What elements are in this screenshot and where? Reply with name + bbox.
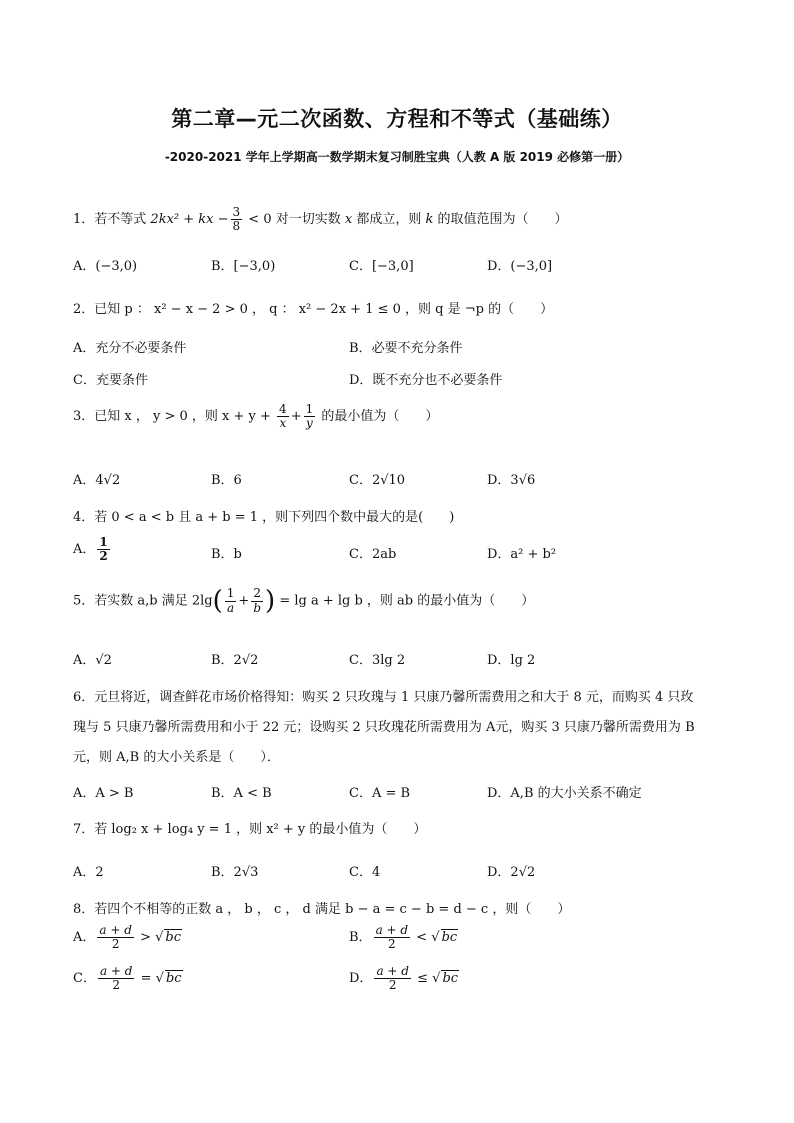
q1-stem-a: 1．若不等式 [73, 212, 147, 228]
q8-option-d-label: D． [349, 971, 373, 987]
q8-c-relation: = [140, 971, 152, 987]
q6-line-1: 6．元旦将近，调查鲜花市场价格得知：购买 2 只玫瑰与 1 只康乃馨所需费用之和大于 8 元，而购买 4 只玫 [73, 690, 694, 705]
q8-option-b[interactable]: B． $\frac{a + d}{2}$ < √ bc [349, 923, 458, 952]
q1-fraction: $\frac{3}{8}$ [232, 205, 241, 234]
q3-option-a[interactable]: A．4√2 [73, 473, 121, 488]
q4-option-a[interactable] [73, 536, 112, 563]
q7-option-a[interactable]: A．2 [73, 865, 104, 880]
question-5: 5．若实数 a,b 满足 2lg( $\frac{1}{a}$ + $\frac{2}{b}$ ) = lg a + lg b ，则 ab 的最小值为（ ） [73, 586, 535, 616]
q8-option-a-label: A． [73, 930, 96, 946]
q2-option-a[interactable]: A．充分不必要条件 [73, 341, 187, 356]
page-title: 第二章—元二次函数、方程和不等式（基础练） [171, 107, 623, 131]
q6-option-c[interactable]: C．A = B [349, 786, 411, 801]
q7-option-c[interactable]: C．4 [349, 865, 381, 880]
page-subtitle: -2020-2021 学年上学期高一数学期末复习制胜宝典（人教 A 版 2019 必修第一册） [164, 150, 630, 164]
q1-option-b[interactable]: B．[−3,0) [211, 259, 276, 274]
q6-option-b[interactable]: B．A < B [211, 786, 272, 801]
q6-option-d[interactable]: D．A,B 的大小关系不确定 [487, 786, 642, 801]
q8-c-fraction: $\frac{a + d}{2}$ [99, 964, 133, 993]
q1-option-d[interactable]: D．(−3,0] [487, 259, 553, 274]
q7-option-b[interactable]: B．2√3 [211, 865, 259, 880]
q5-option-d[interactable]: D．lg 2 [487, 653, 536, 668]
q5-option-a[interactable]: A．√2 [73, 653, 112, 668]
q8-option-c-label: C． [73, 971, 96, 987]
q1-stem-c: 都成立，则 [356, 212, 422, 228]
q4-fraction-half: $\frac{1}{2}$ [99, 535, 108, 564]
q3-fraction-1-y: $\frac{1}{y}$ [305, 402, 314, 431]
q3-stem-b: 的最小值为（ ） [321, 409, 439, 425]
q8-a-fraction: $\frac{a + d}{2}$ [99, 923, 132, 952]
q1-option-a[interactable]: A．(−3,0) [73, 259, 138, 274]
q8-b-relation: < [416, 930, 428, 946]
q6-line-2: 瑰与 5 只康乃馨所需费用和小于 22 元；设购买 2 只玫瑰花所需费用为 A元，购买 3 只康乃馨所需费用为 B [73, 720, 695, 735]
q5-stem-b: = lg a + lg b ，则 ab 的最小值为（ ） [279, 593, 535, 609]
q2-option-c[interactable]: C．充要条件 [73, 373, 148, 388]
q3-option-d[interactable]: D．3√6 [487, 473, 536, 488]
q7-option-d[interactable]: D．2√2 [487, 865, 536, 880]
q8-d-fraction: $\frac{a + d}{2}$ [376, 964, 409, 993]
q8-d-relation: ≤ [417, 971, 429, 987]
q4-option-a-label: A． [73, 542, 96, 558]
q8-option-c[interactable]: C． $\frac{a + d}{2}$ = √ bc [73, 964, 182, 993]
q5-option-b[interactable]: B．2√2 [211, 653, 259, 668]
q5-stem-a: 5．若实数 a,b 满足 2lg [73, 593, 213, 609]
q8-option-b-label: B． [349, 930, 372, 946]
q8-d-sqrt-bc: bc [442, 971, 459, 987]
q5-option-c[interactable]: C．3lg 2 [349, 653, 406, 668]
q8-option-d[interactable]: D． $\frac{a + d}{2}$ ≤ √ bc [349, 964, 459, 993]
question-1 [73, 206, 568, 233]
q8-a-relation: > [140, 930, 151, 946]
q3-fraction-4-x: $\frac{4}{x}$ [279, 402, 287, 431]
q3-option-b[interactable]: B．6 [211, 473, 242, 488]
q1-stem-b: < 0 对一切实数 [248, 212, 341, 228]
q5-right-paren: ) [265, 586, 276, 616]
question-7: 7．若 log₂ x + log₄ y = 1 ，则 x² + y 的最小值为（ ） [73, 822, 427, 837]
q4-option-c[interactable]: C．2ab [349, 547, 397, 562]
q1-expression: 2kx² + kx − [150, 212, 229, 228]
q1-k: k [421, 212, 438, 228]
q2-option-d[interactable]: D．既不充分也不必要条件 [349, 373, 503, 388]
q8-b-sqrt-bc: bc [441, 930, 458, 946]
question-2: 2．已知 p ： x² − x − 2 > 0 ， q ： x² − 2x + 1 ≤ 0 ，则 q 是 ¬p 的（ ） [73, 302, 554, 317]
question-3: 3．已知 x ， y > 0 ，则 x + y + $\frac{4}{x}$ + $\frac{1}{y}$ 的最小值为（ ） [73, 402, 439, 431]
q1-x: x [340, 212, 357, 228]
q5-fraction-1-a: $\frac{1}{a}$ [226, 586, 235, 615]
q6-line-3: 元，则 A,B 的大小关系是（ ）． [73, 750, 280, 765]
question-4: 4．若 0 < a < b 且 a + b = 1 ，则下列四个数中最大的是( ) [73, 510, 455, 525]
q8-option-a[interactable]: A． $\frac{a + d}{2}$ > √ bc [73, 923, 181, 952]
q8-a-sqrt-bc: bc [165, 930, 181, 946]
q3-stem-a: 3．已知 x ， y > 0 ，则 x + y + [73, 409, 271, 425]
q1-stem-d: 的取值范围为（ ） [437, 212, 568, 228]
q8-c-sqrt-bc: bc [165, 971, 182, 987]
q1-option-c[interactable]: C．[−3,0] [349, 259, 414, 274]
q2-option-b[interactable]: B．必要不充分条件 [349, 341, 463, 356]
question-8: 8．若四个不相等的正数 a ， b ， c ， d 满足 b − a = c − b = d − c ，则（ ） [73, 902, 571, 917]
q5-left-paren: ( [212, 586, 223, 616]
q5-fraction-2-b: $\frac{2}{b}$ [253, 586, 262, 615]
q8-b-fraction: $\frac{a + d}{2}$ [375, 923, 409, 952]
q3-option-c[interactable]: C．2√10 [349, 473, 406, 488]
q6-option-a[interactable]: A．A > B [73, 786, 134, 801]
q4-option-b[interactable]: B．b [211, 547, 242, 562]
question-6 [73, 683, 723, 773]
q4-option-d[interactable]: D．a² + b² [487, 547, 557, 562]
